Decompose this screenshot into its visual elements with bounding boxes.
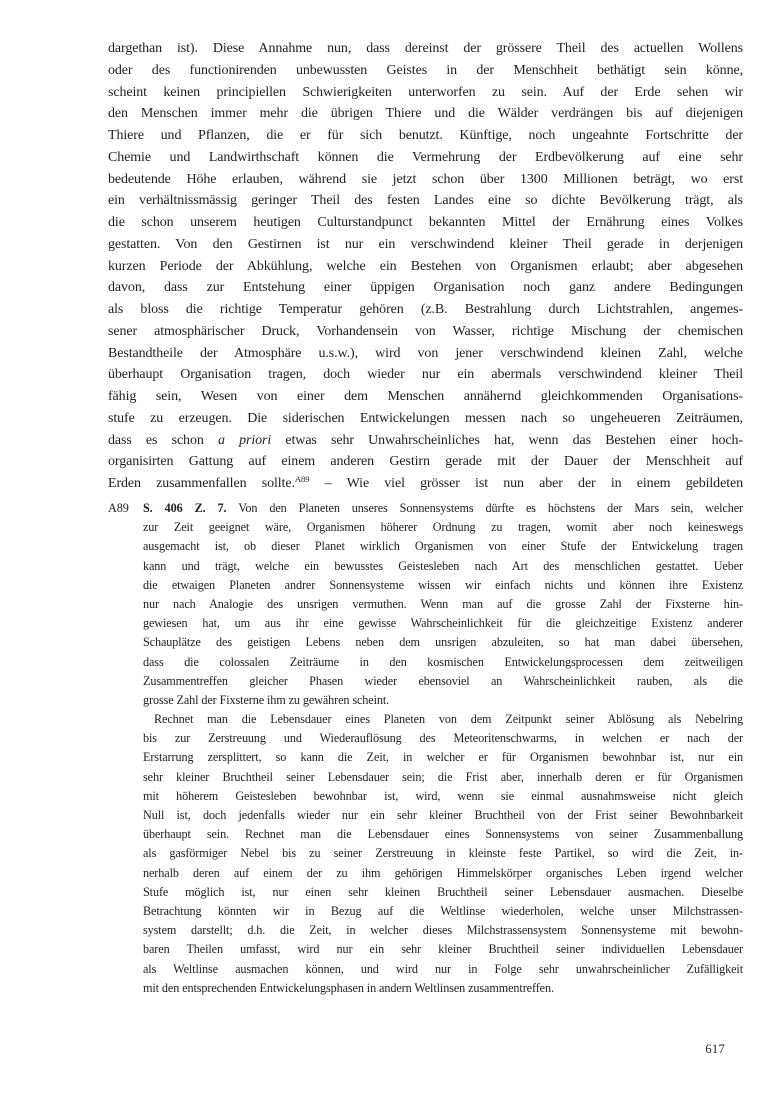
text-line: Thiere und Pflanzen, die er für sich benutzt. Künftige, noch ungeahnte Fortschritte der (108, 128, 743, 143)
text-line: Stufe möglich ist, nur einen sehr kleinen Bruchtheil seiner Lebensdauer ausmachen. Dieselbe (143, 884, 743, 899)
text-line: nerhalb deren auf einem der zu ihm gehörigen Himmelskörper organisches Leben irgend welcher (143, 865, 743, 880)
footnote-label: A89 (108, 501, 129, 515)
text-line: gestatten. Von den Gestirnen ist nur ein verschwindend kleiner Theil gerade in derjenigen (108, 236, 743, 252)
text-line: organisirten Gattung auf einem anderen Gestirn gerade mit der Dauer der Menschheit auf (108, 454, 743, 470)
text-line: den Menschen immer mehr die übrigen Thiere und die Wälder verdrängen bis auf diejenigen (108, 106, 743, 122)
text-line: überhaupt sein. Rechnet man die Lebensdauer eines Sonnensystems von seiner Zusammenballung (143, 827, 743, 842)
footnote-block (108, 499, 743, 998)
text-line: Chemie und Landwirthschaft können die Vermehrung der Erdbevölkerung auf eine sehr (108, 149, 743, 165)
text-line: als gasförmiger Nebel bis zu seiner Zerstreuung in kleinste feste Partikel, so wird die Zeit, in- (143, 846, 743, 861)
text-line: dargethan ist). Diese Annahme nun, dass dereinst der grössere Theil des actuellen Wollens (108, 41, 743, 56)
text-line: kann und trägt, welche ein bewusstes Geistesleben nach Art des menschlichen gestattet. Ueber (143, 558, 743, 573)
text-line: Schauplätze des geistigen Lebens neben dem unsrigen abzuleiten, so hat man dabei übersehen, (143, 635, 743, 650)
text-line: mit höherem Geistesleben bewohnbar ist, wird, wenn sie einmal ausnahmsweise nicht gleich (143, 788, 743, 803)
footnote-body (143, 499, 743, 998)
text-line: nur nach Analogie des unsrigen vermuthen. Wenn man auf die grosse Zahl der Fixsterne hin- (143, 596, 743, 611)
text-line: gewiesen hat, um aus ihr eine gewisse Wahrscheinlichkeit für die gleichzeitige Existenz anderer (143, 616, 743, 631)
text-line: als bloss die richtige Temperatur gehören (z.B. Bestrahlung durch Lichtstrahlen, angemes- (108, 302, 743, 317)
text-line: Erden zusammenfallen sollte.$^{A89}$ – Wie viel grösser ist nun aber der in einem gebildeten (108, 474, 743, 491)
text-line: fähig sein, Wesen von einer dem Menschen annähernd gleichkommenden Organisations- (108, 389, 743, 404)
text-line: die etwaigen Planeten andrer Sonnensysteme wissen wir einfach nichts und können ihre Existenz (143, 577, 743, 592)
text-line: überhaupt Organisation tragen, doch wieder nur ein abermals verschwindend kleiner Theil (108, 367, 743, 383)
text-line: baren Theilen umfasst, wird nur ein sehr kleiner Bruchtheil seiner individuellen Lebensdauer (143, 942, 743, 957)
text-line: bis zur Zerstreuung und Wiederauflösung des Meteoritenschwarms, in welchen er nach der (143, 731, 743, 746)
footnote-paragraph (143, 499, 743, 710)
text-line: Rechnet man die Lebensdauer eines Planeten von dem Zeitpunkt seiner Ablösung als Nebelring (154, 712, 743, 727)
text-line: kurzen Periode der Abkühlung, welche ein Bestehen von Organismen erlaubt; aber abgesehen (108, 258, 743, 274)
text-line: ausgemacht ist, ob dieser Planet wirklich Organismen von einer Stufe der Entwickelung tragen (143, 539, 743, 554)
text-line: dass die colossalen Zeiträume in den kosmischen Entwickelungsprocessen dem zeitweiligen (143, 654, 743, 669)
footnote-paragraph (143, 710, 743, 998)
text-line: stufe zu erzeugen. Die siderischen Entwickelungen messen nach so ungeheueren Zeiträumen, (108, 410, 743, 426)
text-line: system darstellt; d.h. die Zeit, in welcher dieses Milchstrassensystem Sonnensysteme mit bewohn- (143, 923, 743, 938)
text-line: mit den entsprechenden Entwickelungsphasen in andern Weltlinsen zusammentreffen. (143, 980, 554, 995)
text-line: dass es schon a priori etwas sehr Unwahrscheinliches hat, wenn das Bestehen einer hoch- (108, 432, 743, 448)
text-line: ein verhältnissmässig geringer Theil des festen Landes eine so dichte Bevölkerung trägt, als (108, 193, 743, 209)
text-line: S. 406 Z. 7. Von den Planeten unseres Sonnensystems dürfte es höchstens der Mars sein, welcher (143, 501, 743, 515)
footnote-ref-marker: A89 (294, 474, 310, 485)
text-line: die schon unserem heutigen Culturstandpunct bekannten Mittel der Ernährung eines Volkes (108, 215, 743, 230)
text-line: Erstarrung zersplittert, so kann die Zeit, in welcher er für Organismen bewohnbar ist, nur ein (143, 750, 743, 765)
page-number: 617 (705, 1042, 725, 1056)
text-line: Bestandtheile der Atmosphäre u.s.w.), wird von jener verschwindend kleinen Zahl, welche (108, 345, 743, 361)
text-line: zur Zeit geeignet wäre, Organismen höherer Ordnung zu tragen, womit aber noch keineswegs (143, 520, 743, 535)
text-line: Null ist, doch jedenfalls wieder nur ein sehr kleiner Bruchtheil von der Frist seiner Bewohnbarkeit (143, 808, 743, 822)
text-line: bedeutende Höhe erlauben, während sie jetzt schon über 1300 Millionen beträgt, wo erst (108, 171, 743, 187)
text-line: davon, dass zur Entstehung einer üppigen Organisation noch ganz andere Bedingungen (108, 280, 743, 296)
text-line: Zusammentreffen gleicher Phasen wieder ebensoviel an Wahrscheinlichkeit rauben, als die (143, 673, 743, 688)
text-line: oder des functionirenden unbewussten Geistes in der Menschheit bethätigt sein könne, (108, 62, 743, 78)
text-line: Betrachtung könnten wir in Bezug auf die Weltlinse wiederholen, welche unser Milchstrassen- (143, 903, 743, 918)
text-line: scheint keinen principiellen Schwierigkeiten unterworfen zu sein. Auf der Erde sehen wir (108, 84, 743, 100)
text-line: sehr kleiner Bruchtheil seiner Lebensdauer sein; die Frist aber, innerhalb deren er für Organismen (143, 769, 743, 784)
text-line: als Weltlinse ausmachen können, und wird nur in Folge sehr unwahrscheinlicher Zufälligkeit (143, 961, 743, 976)
main-paragraph (108, 38, 743, 495)
text-line: sener atmosphärischer Druck, Vorhandensein von Wasser, richtige Mischung der chemischen (108, 323, 743, 339)
text-line: grosse Zahl der Fixsterne ihm zu gewähren scheint. (143, 692, 390, 707)
